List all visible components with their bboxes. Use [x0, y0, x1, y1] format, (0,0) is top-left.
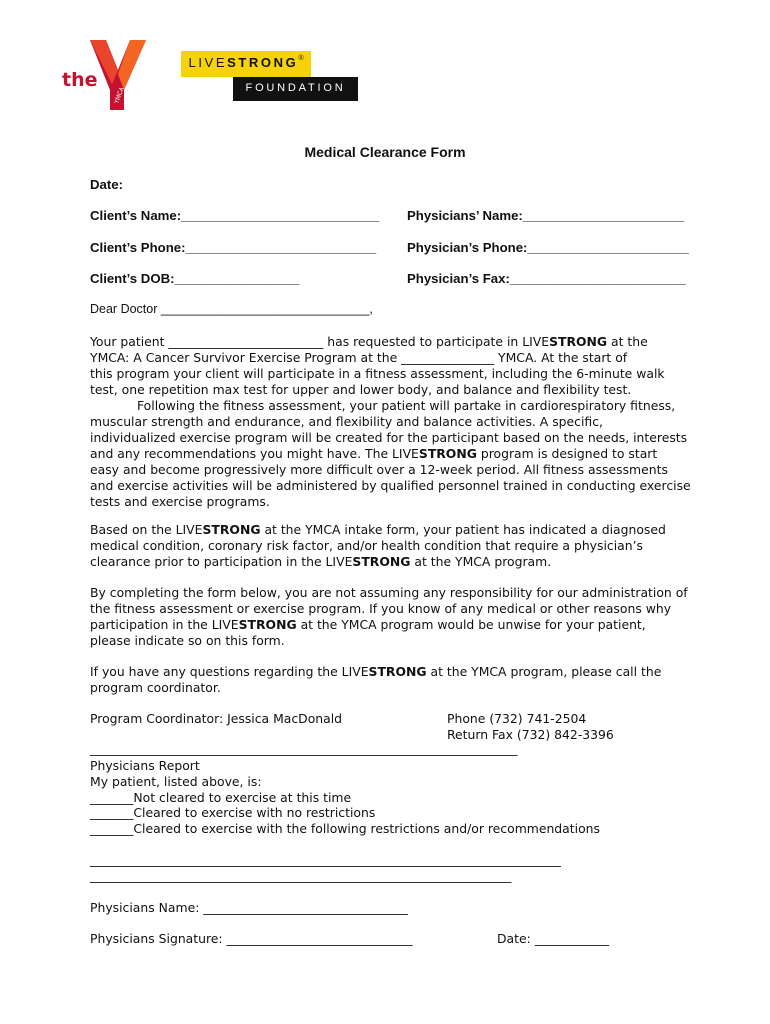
- return-fax: Return Fax (732) 842-3396: [447, 727, 614, 742]
- coordinator-phone: Phone (732) 741-2504: [447, 711, 587, 726]
- coordinator-name: Program Coordinator: Jessica MacDonald: [90, 711, 343, 726]
- p2-line: Based on the LIVESTRONG at the YMCA intake form, your patient has indicated a diagnosed: [90, 522, 666, 537]
- date-label: Date:: [90, 177, 123, 192]
- client-dob-field[interactable]: Client’s DOB:_________________: [90, 271, 300, 286]
- salutation: Dear Doctor ______________________________,: [90, 302, 373, 316]
- physician-signature-line[interactable]: Physicians Signature: ______________________________: [90, 931, 413, 946]
- p1-line: test, one repetition max test for upper and lower body, and balance and flexibility test.: [90, 382, 632, 397]
- paragraph-intro: [90, 334, 710, 510]
- physician-name-field[interactable]: Physicians’ Name:______________________: [407, 208, 685, 223]
- livestrong-bold: STRONG: [227, 55, 299, 70]
- ymca-sub-text: YMCA: [113, 86, 126, 105]
- foundation-logo: [233, 77, 358, 101]
- p1-line: Your patient _________________________ has requested to participate in LIVESTRONG at the: [90, 334, 648, 349]
- p1-line: easy and become progressively more difficult over a 12-week period. All fitness assessments: [90, 462, 668, 477]
- option-cleared-no-restrictions[interactable]: _______Cleared to exercise with no restrictions: [90, 805, 376, 820]
- divider-line: _____________________________________________________________________: [90, 741, 518, 756]
- restrictions-blank-line[interactable]: ____________________________________________________________________________: [90, 852, 561, 867]
- ymca-logo: [62, 34, 158, 114]
- physician-fax-field[interactable]: Physician’s Fax:________________________: [407, 271, 686, 286]
- livestrong-wordmark: [181, 55, 311, 70]
- option-cleared-with-restrictions[interactable]: _______Cleared to exercise with the following restrictions and/or recommendations: [90, 821, 600, 836]
- p2-line: medical condition, coronary risk factor, and/or health condition that require a physician’s: [90, 538, 643, 553]
- paragraph-diagnosis: [90, 522, 710, 570]
- p4-line: program coordinator.: [90, 680, 221, 695]
- option-not-cleared[interactable]: _______Not cleared to exercise at this time: [90, 790, 352, 805]
- p1-line: muscular strength and endurance, and flexibility and balance activities. A specific,: [90, 414, 603, 429]
- p3-line: participation in the LIVESTRONG at the YMCA program would be unwise for your patient,: [90, 617, 646, 632]
- p1-line: this program your client will participate in a fitness assessment, including the 6-minute walk: [90, 366, 665, 381]
- p3-line: the fitness assessment or exercise program. If you know of any medical or other reasons why: [90, 601, 672, 616]
- livestrong-light: LIVE: [188, 55, 228, 70]
- p2-line: clearance prior to participation in the LIVESTRONG at the YMCA program.: [90, 554, 552, 569]
- signature-date-line[interactable]: Date: ____________: [497, 931, 610, 946]
- report-intro: My patient, listed above, is:: [90, 774, 262, 789]
- client-name-field[interactable]: Client’s Name:___________________________: [90, 208, 380, 223]
- paragraph-questions: [90, 664, 710, 696]
- p1-line: and any recommendations you might have. The LIVESTRONG program is designed to start: [90, 446, 658, 461]
- report-heading: Physicians Report: [90, 758, 200, 773]
- paragraph-responsibility: [90, 585, 710, 649]
- livestrong-logo: [181, 51, 311, 77]
- physician-phone-field[interactable]: Physician’s Phone:______________________: [407, 240, 689, 255]
- physician-name-line[interactable]: Physicians Name: _________________________________: [90, 900, 408, 915]
- client-phone-field[interactable]: Client’s Phone:__________________________: [90, 240, 377, 255]
- p1-line: and exercise activities will be administered by qualified personnel trained in conducting exercise: [90, 478, 691, 493]
- livestrong-registered-mark: ®: [298, 55, 304, 62]
- p1-line: tests and exercise programs.: [90, 494, 270, 509]
- p3-line: please indicate so on this form.: [90, 633, 285, 648]
- ymca-the-text: the: [62, 69, 98, 91]
- p1-line: individualized exercise program will be created for the participant based on the needs, interests: [90, 430, 688, 445]
- p3-line: By completing the form below, you are not assuming any responsibility for our administration of: [90, 585, 688, 600]
- foundation-text: FOUNDATION: [245, 82, 346, 94]
- p4-line: If you have any questions regarding the LIVESTRONG at the YMCA program, please call the: [90, 664, 662, 679]
- p1-line: Following the fitness assessment, your patient will partake in cardiorespiratory fitness,: [137, 398, 676, 413]
- page-title: Medical Clearance Form: [304, 144, 466, 160]
- p1-line: YMCA: A Cancer Survivor Exercise Program at the _______________ YMCA. At the start of: [90, 350, 628, 365]
- restrictions-blank-line[interactable]: ____________________________________________________________________: [90, 868, 512, 883]
